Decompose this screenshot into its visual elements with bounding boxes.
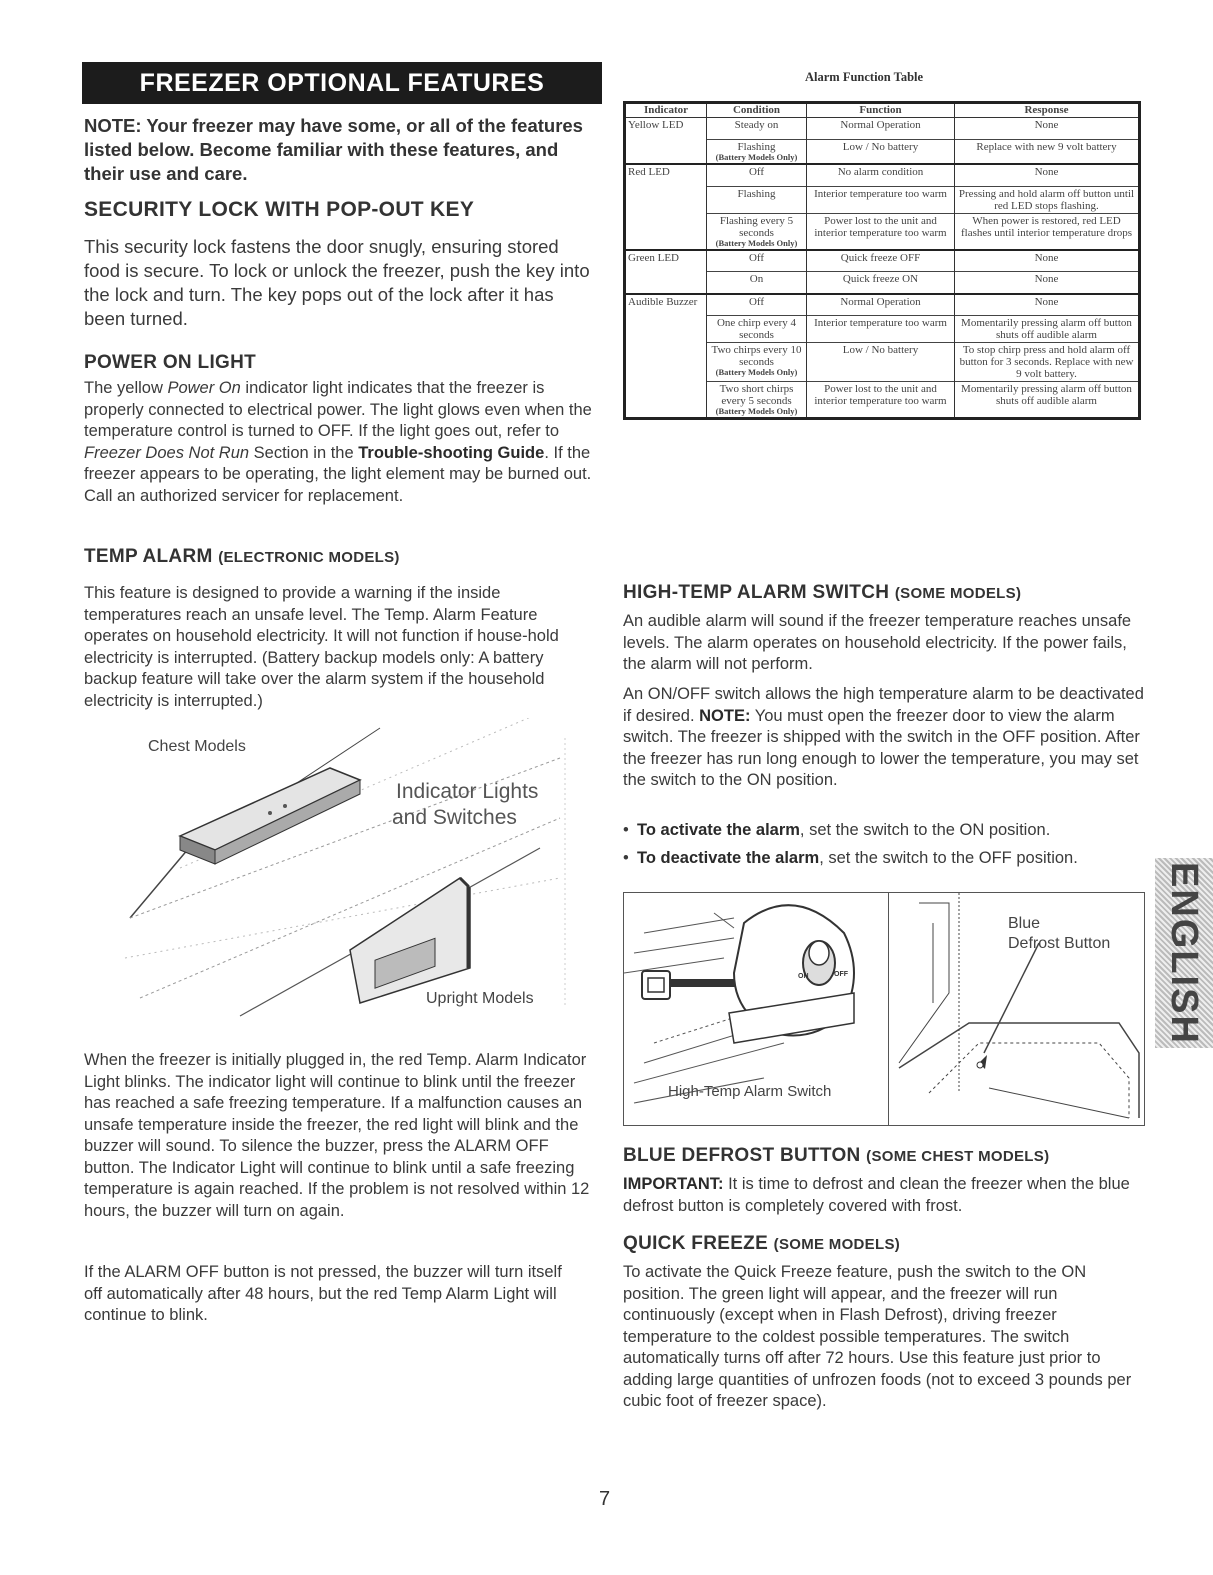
table-cell: Pressing and hold alarm off button until red LED stops flashing. xyxy=(955,186,1140,213)
table-cell: Off xyxy=(707,164,807,186)
table-row xyxy=(625,186,1140,213)
alarm-function-table xyxy=(623,101,1141,420)
high-temp-switch-label: High-Temp Alarm Switch xyxy=(668,1083,832,1100)
temp-alarm-p3: If the ALARM OFF button is not pressed, the buzzer will turn itself off automatically after 48 hours, but the red Temp Alarm Light will continue to blink. xyxy=(84,1263,562,1324)
table-cell: Replace with new 9 volt battery xyxy=(955,140,1140,165)
table-cell: Momentarily pressing alarm off button shuts off audible alarm xyxy=(955,382,1140,419)
table-row xyxy=(625,250,1140,272)
table-cell: Two short chirps every 5 seconds (Battery Models Only) xyxy=(707,382,807,419)
table-cell: Flashing xyxy=(707,186,807,213)
table-cell: Green LED xyxy=(625,250,707,272)
indicator-lights-label: Indicator Lights xyxy=(396,780,539,803)
security-text: This security lock fastens the door snugly, ensuring stored food is secure. To lock or unlock the freezer, push the key into the lock and turn. The key pops out of the lock after it has been turned. xyxy=(84,236,590,329)
table-cell: Off xyxy=(707,294,807,316)
table-cell: Power lost to the unit and interior temperature too warm xyxy=(807,382,955,419)
table-cell: Flashing (Battery Models Only) xyxy=(707,140,807,165)
table-cell: None xyxy=(955,250,1140,272)
table-cell: One chirp every 4 seconds xyxy=(707,316,807,343)
table-row xyxy=(625,164,1140,186)
power-text: The yellow Power On indicator light indicates that the freezer is properly connected to electrical power. The light glows even when the temperature control is turned to OFF. If the light goes out, refer to Freezer Does Not Run Section in the Trouble-shooting Guide. If the freezer appears to be operating, the light element may be burned out. Call an authorized servicer for replacement. xyxy=(84,379,592,505)
table-cell: Flashing every 5 seconds (Battery Models Only) xyxy=(707,213,807,250)
switch-defrost-figure xyxy=(623,892,1145,1126)
table-row xyxy=(625,382,1140,419)
chest-control-panel xyxy=(180,768,360,864)
table-cell: Quick freeze OFF xyxy=(807,250,955,272)
table-cell: When power is restored, red LED flashes until interior temperature drops xyxy=(955,213,1140,250)
high-temp-p2: An ON/OFF switch allows the high temperature alarm to be deactivated if desired. NOTE: You must open the freezer door to view the alarm switch. The freezer is shipped with the switch in the OFF position. After the freezer has run long enough to lower the temperature, you may set the switch to the ON position. xyxy=(623,685,1144,789)
table-cell: Interior temperature too warm xyxy=(807,316,955,343)
upright-control-panel xyxy=(350,878,470,1003)
table-cell: Momentarily pressing alarm off button shuts off audible alarm xyxy=(955,316,1140,343)
table-row xyxy=(625,140,1140,165)
freezer-illustration xyxy=(120,718,576,1018)
quick-freeze-heading: QUICK FREEZE (SOME MODELS) xyxy=(623,1233,901,1254)
section-banner: FREEZER OPTIONAL FEATURES xyxy=(82,62,602,104)
table-row xyxy=(625,272,1140,294)
table-cell: Steady on xyxy=(707,118,807,140)
table-cell: Power lost to the unit and interior temperature too warm xyxy=(807,213,955,250)
table-cell: On xyxy=(707,272,807,294)
switch-off-label: OFF xyxy=(834,971,848,978)
table-header-function: Function xyxy=(807,103,955,118)
language-tab-label: ENGLISH xyxy=(1163,861,1205,1045)
language-tab xyxy=(1155,858,1213,1048)
blue-defrost-text: IMPORTANT: It is time to defrost and clean the freezer when the blue defrost button is completely covered with frost. xyxy=(623,1175,1130,1215)
table-header-indicator: Indicator xyxy=(625,103,707,118)
security-heading: SECURITY LOCK WITH POP-OUT KEY xyxy=(84,198,475,221)
table-cell: None xyxy=(955,164,1140,186)
table-row xyxy=(625,316,1140,343)
table-cell: None xyxy=(955,118,1140,140)
temp-alarm-p1: This feature is designed to provide a warning if the inside temperatures reach an unsafe level. The Temp. Alarm Feature operates on household electricity. It will not function if house-hold electricity is interrupted. (Battery backup models only: A battery backup feature will take over the alarm system if the household electricity is interrupted.) xyxy=(84,584,559,710)
list-item: • To deactivate the alarm, set the switch to the OFF position. xyxy=(623,848,1078,867)
switch-on-label: ON xyxy=(798,973,809,980)
table-cell: Audible Buzzer xyxy=(625,294,707,316)
chest-upright-figure xyxy=(120,718,576,1018)
table-cell: None xyxy=(955,294,1140,316)
table-row xyxy=(625,343,1140,382)
table-cell: Normal Operation xyxy=(807,294,955,316)
table-cell: Off xyxy=(707,250,807,272)
table-cell: None xyxy=(955,272,1140,294)
page-number: 7 xyxy=(599,1488,611,1510)
table-caption: Alarm Function Table xyxy=(805,70,924,84)
intro-note: NOTE: Your freezer may have some, or all of the features listed below. Become familiar with these features, and their use and care. xyxy=(84,115,583,184)
quick-freeze-text: To activate the Quick Freeze feature, push the switch to the ON position. The green light will appear, and the freezer will run continuously (except when in Flash Defrost), driving freezer temperature to the coldest possible temperatures. The switch automatically turns off after 72 hours. Use this feature just prior to adding large quantities of unfrozen foods (not to exceed 3 pounds per cubic foot of freezer space). xyxy=(623,1263,1132,1410)
table-header-response: Response xyxy=(955,103,1140,118)
high-temp-bullets xyxy=(623,820,1145,875)
table-cell: Interior temperature too warm xyxy=(807,186,955,213)
defrost-button-label: Defrost Button xyxy=(1008,935,1111,952)
table-header-condition: Condition xyxy=(707,103,807,118)
temp-alarm-p2: When the freezer is initially plugged in, the red Temp. Alarm Indicator Light blinks. The indicator light will continue to blink until the freezer has reached a safe freezing temperature. If a malfunction causes an unsafe temperature inside the freezer, the red light will blink and the buzzer will sound. To silence the buzzer, press the ALARM OFF button. The Indicator Light will continue to blink until a safe freezing temperature is again reached. If the problem is not resolved within 12 hours, the buzzer will turn on again. xyxy=(84,1051,590,1220)
temp-alarm-heading: TEMP ALARM (ELECTRONIC MODELS) xyxy=(84,546,400,567)
table-cell: Red LED xyxy=(625,164,707,186)
high-temp-heading: HIGH-TEMP ALARM SWITCH (SOME MODELS) xyxy=(623,582,1022,603)
table-cell: Low / No battery xyxy=(807,343,955,382)
power-heading: POWER ON LIGHT xyxy=(84,352,257,373)
table-cell: Normal Operation xyxy=(807,118,955,140)
high-temp-p1: An audible alarm will sound if the freezer temperature reaches unsafe levels. The alarm operates on household electricity. If the power fails, the alarm will not perform. xyxy=(623,612,1132,673)
table-row xyxy=(625,118,1140,140)
chest-models-label: Chest Models xyxy=(148,738,246,755)
and-switches-label: and Switches xyxy=(392,806,517,829)
list-item: • To activate the alarm, set the switch to the ON position. xyxy=(623,821,1051,839)
table-cell: Low / No battery xyxy=(807,140,955,165)
table-row xyxy=(625,294,1140,316)
blue-label: Blue xyxy=(1008,915,1041,932)
table-row xyxy=(625,213,1140,250)
table-cell: Two chirps every 10 seconds (Battery Models Only) xyxy=(707,343,807,382)
upright-models-label: Upright Models xyxy=(426,990,534,1007)
table-cell: No alarm condition xyxy=(807,164,955,186)
table-cell: To stop chirp press and hold alarm off button for 3 seconds. Replace with new 9 volt battery. xyxy=(955,343,1140,382)
table-cell: Yellow LED xyxy=(628,119,684,131)
table-cell: Quick freeze ON xyxy=(807,272,955,294)
blue-defrost-heading: BLUE DEFROST BUTTON (SOME CHEST MODELS) xyxy=(623,1145,1050,1166)
